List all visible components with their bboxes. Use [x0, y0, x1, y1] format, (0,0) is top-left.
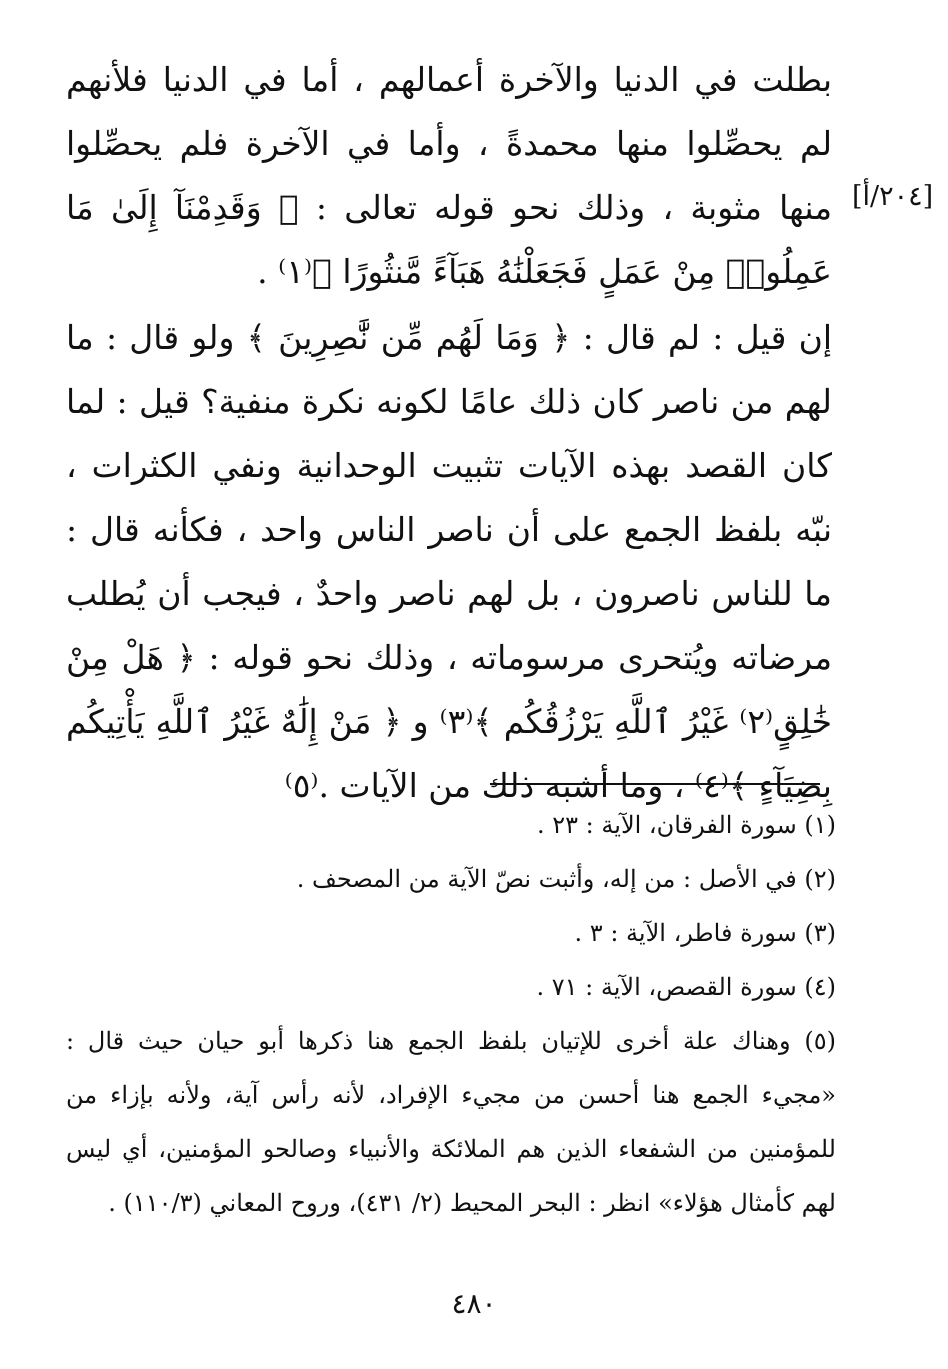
manuscript-folio-reference: [٢٠٤/أ] [852, 181, 934, 212]
footnote-divider [490, 783, 820, 785]
paragraph-2: إن قيل : لم قال : ﴿ وَمَا لَهُم مِّن نَّٰصِرِينَ ﴾ ولو قال : ما لهم من ناصر كان ذلك عامًا لكونه نكرة منفية؟ قيل : لما كان القصد بهذه الآيات تثبيت الوحدانية ونفي الكثرات ، نبّه بلفظ الجمع على أن ناصر الناس واحد ، فكأنه قال : ما للناس ناصرون ، بل لهم ناصر واحدٌ ، فيجب أن يُطلب مرضاته ويُتحرى مرسوماته ، وذلك نحو قوله : ﴿ هَلْ مِنْ خَٰلِقٍ⁽٢⁾ غَيْرُ ٱللَّهِ يَرْزُقُكُم ﴾⁽٣⁾ و ﴿ مَنْ إِلَٰهٌ غَيْرُ ٱللَّهِ يَأْتِيكُم بِضِيَآءٍ ﴾⁽٤⁾ ، وما أشبه ذلك من الآيات .⁽٥⁾ [66, 318, 832, 805]
footnote-1 [66, 798, 836, 852]
footnote-text: (٤) سورة القصص، الآية : ٧١ . [536, 973, 836, 1001]
footnote-5 [66, 1014, 836, 1230]
footnote-text: (١) سورة الفرقان، الآية : ٢٣ . [537, 811, 836, 839]
footnotes [66, 798, 836, 1230]
main-text [66, 48, 832, 818]
footnote-text: (٣) سورة فاطر، الآية : ٣ . [574, 919, 836, 947]
footnote-2 [66, 852, 836, 906]
footnote-3 [66, 906, 836, 960]
footnote-text: (٥) وهناك علة أخرى للإتيان بلفظ الجمع هنا ذكرها أبو حيان حيث قال : «مجيء الجمع هنا أحسن من مجيء الإفراد، لأنه رأس آية، ولأنه بإزاء من للمؤمنين من الشفعاء الذين هم الملائكة والأنبياء وصالحو المؤمنين، أي ليس لهم كأمثال هؤلاء» انظر : البحر المحيط (٢/ ٤٣١)، وروح المعاني (١١٠/٣) . [66, 1027, 836, 1217]
footnote-text: (٢) في الأصل : من إله، وأثبت نصّ الآية من المصحف . [296, 865, 836, 893]
paragraph-1: بطلت في الدنيا والآخرة أعمالهم ، أما في الدنيا فلأنهم لم يحصِّلوا منها محمدةً ، وأما في الآخرة فلم يحصِّلوا منها مثوبة ، وذلك نحو قوله تعالى : ﴿ وَقَدِمْنَآ إِلَىٰ مَا عَمِلُوا۟ مِنْ عَمَلٍ فَجَعَلْنَٰهُ هَبَآءً مَّنثُورًا ﴾⁽١⁾ . [66, 60, 832, 291]
page-number: ٤٨٠ [451, 1287, 497, 1320]
footnote-4 [66, 960, 836, 1014]
